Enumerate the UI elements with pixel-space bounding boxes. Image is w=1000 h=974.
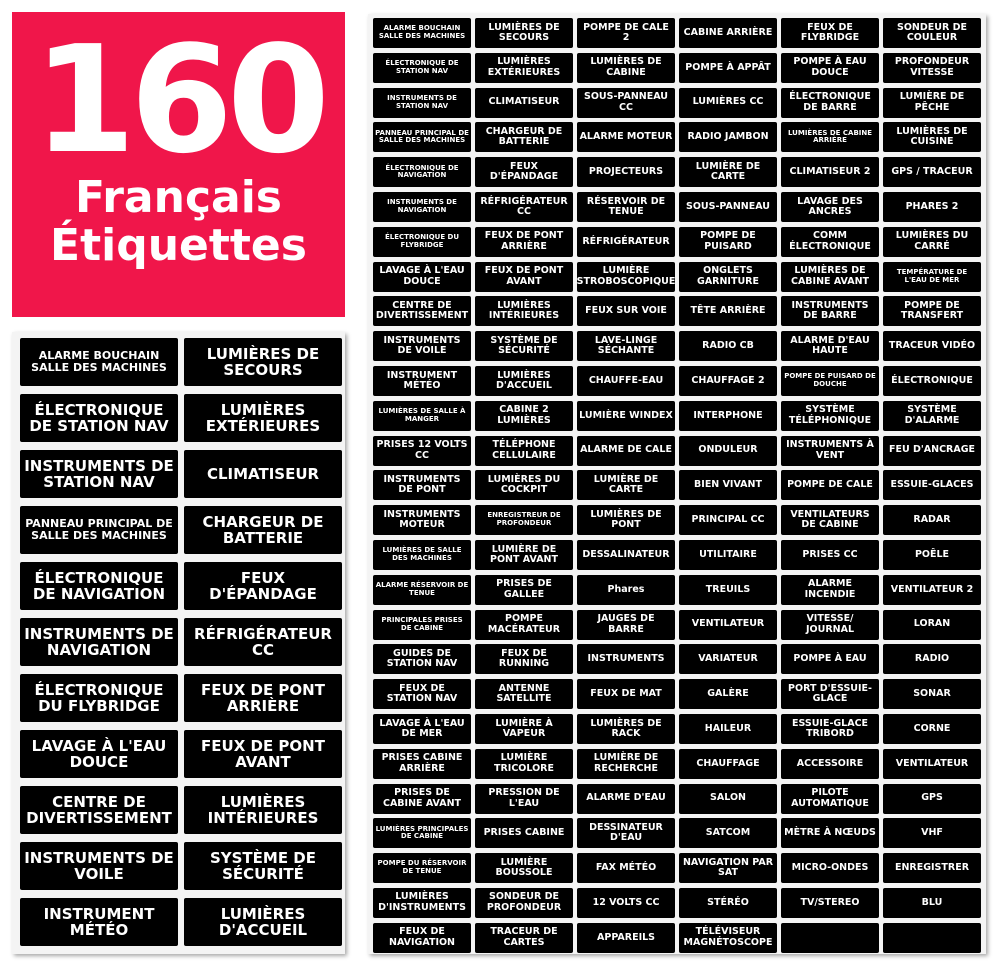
label-sticker: GUIDES DE STATION NAV	[373, 644, 471, 674]
label-sticker: LUMIÈRES DE CUISINE	[883, 122, 981, 152]
label-sticker: RÉSERVOIR DE TENUE	[577, 192, 675, 222]
label-sticker: INSTRUMENT MÉTÉO	[373, 366, 471, 396]
label-sticker: FEUX DE PONT ARRIÈRE	[475, 227, 573, 257]
label-sticker: PILOTE AUTOMATIQUE	[781, 784, 879, 814]
label-sticker: POMPE DE PUISARD	[679, 227, 777, 257]
label-sticker: RADIO	[883, 644, 981, 674]
label-sticker: LUMIÈRES DE SALLE DES MACHINES	[373, 540, 471, 570]
label-sticker: ÉLECTRONIQUE DE STATION NAV	[373, 53, 471, 83]
label-sticker: PRESSION DE L'EAU	[475, 784, 573, 814]
label-sticker: NAVIGATION PAR SAT	[679, 853, 777, 883]
label-sticker: ÉLECTRONIQUE DU FLYBRIDGE	[20, 674, 178, 722]
label-sticker: LUMIÈRES D'INSTRUMENTS	[373, 888, 471, 918]
label-sticker: POMPE DE CALE	[781, 470, 879, 500]
label-sticker: RADAR	[883, 505, 981, 535]
label-sticker: ALARME DE CALE	[577, 436, 675, 466]
label-sticker: INSTRUMENTS À VENT	[781, 436, 879, 466]
label-sticker: ENREGISTRER	[883, 853, 981, 883]
label-sticker: UTILITAIRE	[679, 540, 777, 570]
label-sticker: TÊTE ARRIÈRE	[679, 296, 777, 326]
label-sticker: TEMPÉRATURE DE L'EAU DE MER	[883, 262, 981, 292]
label-sticker: SONDEUR DE PROFONDEUR	[475, 888, 573, 918]
label-sticker: TÉLÉPHONE CELLULAIRE	[475, 436, 573, 466]
label-sticker: ONDULEUR	[679, 436, 777, 466]
label-sticker: LUMIÈRE BOUSSOLE	[475, 853, 573, 883]
label-sticker: ALARME RÉSERVOIR DE TENUE	[373, 575, 471, 605]
label-sticker: ALARME MOTEUR	[577, 122, 675, 152]
label-sticker: SATCOM	[679, 818, 777, 848]
label-sticker: SOUS-PANNEAU CC	[577, 88, 675, 118]
label-sticker: LUMIÈRES DE SALLE À MANGER	[373, 401, 471, 431]
label-sticker: HAILEUR	[679, 714, 777, 744]
label-sticker: RADIO CB	[679, 331, 777, 361]
label-sticker: LAVAGE À L'EAU DOUCE	[20, 730, 178, 778]
label-sticker: DESSALINATEUR	[577, 540, 675, 570]
label-sticker: PRINCIPALES PRISES DE CABINE	[373, 610, 471, 640]
label-sticker: ÉLECTRONIQUE DE NAVIGATION	[20, 562, 178, 610]
label-sticker: LUMIÈRES DE RACK	[577, 714, 675, 744]
label-sticker: FEUX DE STATION NAV	[373, 679, 471, 709]
label-sticker: INSTRUMENTS DE VOILE	[373, 331, 471, 361]
label-sticker	[883, 923, 981, 953]
label-sticker: PRINCIPAL CC	[679, 505, 777, 535]
label-sticker: RÉFRIGÉRATEUR	[577, 227, 675, 257]
label-sticker: FEUX D'ÉPANDAGE	[184, 562, 342, 610]
large-label-sheet	[12, 332, 345, 954]
label-sticker: ÉLECTRONIQUE DE BARRE	[781, 88, 879, 118]
label-sticker: VITESSE/ JOURNAL	[781, 610, 879, 640]
label-sticker: SYSTÈME DE SÉCURITÉ	[184, 842, 342, 890]
label-sticker: FAX MÉTÉO	[577, 853, 675, 883]
label-sticker: CORNE	[883, 714, 981, 744]
label-sticker: CENTRE DE DIVERTISSEMENT	[20, 786, 178, 834]
label-sticker: LUMIÈRES DE CABINE	[577, 53, 675, 83]
label-sticker: LUMIÈRES PRINCIPALES DE CABINE	[373, 818, 471, 848]
label-sticker: TÉLÉVISEUR MAGNÉTOSCOPE	[679, 923, 777, 953]
label-sticker: INSTRUMENTS DE BARRE	[781, 296, 879, 326]
label-sticker: LUMIÈRES DE PONT	[577, 505, 675, 535]
label-sticker: BLU	[883, 888, 981, 918]
label-sticker: TV/STEREO	[781, 888, 879, 918]
label-sticker: RÉFRIGÉRATEUR CC	[184, 618, 342, 666]
label-sticker: FEUX DE PONT ARRIÈRE	[184, 674, 342, 722]
label-sticker: CLIMATISEUR	[475, 88, 573, 118]
label-sticker: ALARME D'EAU HAUTE	[781, 331, 879, 361]
label-sticker: INSTRUMENTS DE NAVIGATION	[373, 192, 471, 222]
label-sticker: ÉLECTRONIQUE DE NAVIGATION	[373, 157, 471, 187]
label-sticker: SONAR	[883, 679, 981, 709]
label-sticker: PORT D'ESSUIE-GLACE	[781, 679, 879, 709]
label-sticker: CABINE 2 LUMIÈRES	[475, 401, 573, 431]
label-sticker: DESSINATEUR D'EAU	[577, 818, 675, 848]
label-sticker: CHARGEUR DE BATTERIE	[475, 122, 573, 152]
label-sticker: POMPE À EAU DOUCE	[781, 53, 879, 83]
label-sticker: FEUX SUR VOIE	[577, 296, 675, 326]
label-sticker: PROJECTEURS	[577, 157, 675, 187]
label-sticker: LUMIÈRE À VAPEUR	[475, 714, 573, 744]
label-sticker: LAVAGE DES ANCRES	[781, 192, 879, 222]
label-sticker: FEU D'ANCRAGE	[883, 436, 981, 466]
label-sticker: LAVE-LINGE SÉCHANTE	[577, 331, 675, 361]
label-sticker: ÉLECTRONIQUE	[883, 366, 981, 396]
label-sticker: PRISES DE CABINE AVANT	[373, 784, 471, 814]
label-sticker: TRACEUR DE CARTES	[475, 923, 573, 953]
label-sticker: SONDEUR DE COULEUR	[883, 18, 981, 48]
label-sticker: FEUX D'ÉPANDAGE	[475, 157, 573, 187]
label-sticker: ENREGISTREUR DE PROFONDEUR	[475, 505, 573, 535]
label-sticker: BIEN VIVANT	[679, 470, 777, 500]
label-sticker: VARIATEUR	[679, 644, 777, 674]
label-sticker: LUMIÈRES EXTÉRIEURES	[475, 53, 573, 83]
label-sticker: FEUX DE PONT AVANT	[475, 262, 573, 292]
label-sticker: PHARES 2	[883, 192, 981, 222]
label-sticker	[781, 923, 879, 953]
label-sticker: SYSTÈME TÉLÉPHONIQUE	[781, 401, 879, 431]
label-sticker: ESSUIE-GLACE TRIBORD	[781, 714, 879, 744]
label-sticker: LUMIÈRES CC	[679, 88, 777, 118]
label-sticker: VENTILATEUR	[679, 610, 777, 640]
label-sticker: GPS	[883, 784, 981, 814]
label-sticker: ALARME BOUCHAIN SALLE DES MACHINES	[20, 338, 178, 386]
label-sticker: LUMIÈRES D'ACCUEIL	[184, 898, 342, 946]
label-sticker: MICRO-ONDES	[781, 853, 879, 883]
label-sticker: LUMIÈRES DE CABINE AVANT	[781, 262, 879, 292]
label-sticker: LUMIÈRE DE CARTE	[679, 157, 777, 187]
label-sticker: FEUX DE MAT	[577, 679, 675, 709]
label-sticker: LUMIÈRES DU COCKPIT	[475, 470, 573, 500]
label-sticker: VHF	[883, 818, 981, 848]
label-count: 160	[33, 14, 324, 186]
label-sticker: LUMIÈRE DE RECHERCHE	[577, 749, 675, 779]
label-sticker: SALON	[679, 784, 777, 814]
label-sticker: VENTILATEUR	[883, 749, 981, 779]
label-sticker: TREUILS	[679, 575, 777, 605]
label-sticker: POMPE À EAU	[781, 644, 879, 674]
label-sticker: PRISES DE GALLEE	[475, 575, 573, 605]
language-title: Français	[74, 172, 282, 223]
label-sticker: LUMIÈRE DE CARTE	[577, 470, 675, 500]
label-sticker: CLIMATISEUR	[184, 450, 342, 498]
label-sticker: POÊLE	[883, 540, 981, 570]
label-sticker: SOUS-PANNEAU	[679, 192, 777, 222]
label-sticker: SYSTÈME DE SÉCURITÉ	[475, 331, 573, 361]
label-sticker: INSTRUMENTS DE VOILE	[20, 842, 178, 890]
label-sticker: ÉLECTRONIQUE DU FLYBRIDGE	[373, 227, 471, 257]
label-sticker: ANTENNE SATELLITE	[475, 679, 573, 709]
label-sticker: CHAUFFE-EAU	[577, 366, 675, 396]
label-sticker: PRISES CABINE	[475, 818, 573, 848]
label-sticker: FEUX DE PONT AVANT	[184, 730, 342, 778]
label-sticker: ALARME INCENDIE	[781, 575, 879, 605]
title-banner	[12, 12, 345, 317]
label-sticker: INSTRUMENTS DE STATION NAV	[373, 88, 471, 118]
label-sticker: LAVAGE À L'EAU DOUCE	[373, 262, 471, 292]
label-sticker: POMPE À APPÂT	[679, 53, 777, 83]
label-sticker: COMM ÉLECTRONIQUE	[781, 227, 879, 257]
label-sticker: Phares	[577, 575, 675, 605]
label-sticker: CHARGEUR DE BATTERIE	[184, 506, 342, 554]
label-sticker: LUMIÈRES DE SECOURS	[184, 338, 342, 386]
label-sticker: MÈTRE À NŒUDS	[781, 818, 879, 848]
label-sticker: INTERPHONE	[679, 401, 777, 431]
label-sticker: ONGLETS GARNITURE	[679, 262, 777, 292]
label-sticker: INSTRUMENT MÉTÉO	[20, 898, 178, 946]
label-sticker: LUMIÈRES DE SECOURS	[475, 18, 573, 48]
label-sticker: INSTRUMENTS DE STATION NAV	[20, 450, 178, 498]
label-sticker: INSTRUMENTS	[577, 644, 675, 674]
label-sticker: LUMIÈRE DE PÊCHE	[883, 88, 981, 118]
label-sticker: PRISES CC	[781, 540, 879, 570]
label-sticker: RADIO JAMBON	[679, 122, 777, 152]
label-sticker: LUMIÈRE TRICOLORE	[475, 749, 573, 779]
label-sticker: POMPE MACÉRATEUR	[475, 610, 573, 640]
label-sticker: RÉFRIGÉRATEUR CC	[475, 192, 573, 222]
label-sticker: GALÈRE	[679, 679, 777, 709]
label-sticker: 12 VOLTS CC	[577, 888, 675, 918]
label-sticker: LUMIÈRES INTÉRIEURES	[475, 296, 573, 326]
large-label-grid	[20, 338, 342, 946]
label-sticker: POMPE DE TRANSFERT	[883, 296, 981, 326]
label-sticker: PANNEAU PRINCIPAL DE SALLE DES MACHINES	[20, 506, 178, 554]
label-sticker: LUMIÈRE WINDEX	[577, 401, 675, 431]
label-sticker: POMPE DE PUISARD DE DOUCHE	[781, 366, 879, 396]
label-sticker: LUMIÈRES D'ACCUEIL	[475, 366, 573, 396]
label-sticker: CLIMATISEUR 2	[781, 157, 879, 187]
label-sticker: ÉLECTRONIQUE DE STATION NAV	[20, 394, 178, 442]
small-label-grid	[373, 18, 981, 953]
label-sticker: LUMIÈRES DE CABINE ARRIÈRE	[781, 122, 879, 152]
label-sticker: JAUGES DE BARRE	[577, 610, 675, 640]
label-sticker: PROFONDEUR VITESSE	[883, 53, 981, 83]
label-sticker: LUMIÈRES DU CARRÉ	[883, 227, 981, 257]
label-sticker: FEUX DE FLYBRIDGE	[781, 18, 879, 48]
label-sticker: FEUX DE NAVIGATION	[373, 923, 471, 953]
label-sticker: ALARME BOUCHAIN SALLE DES MACHINES	[373, 18, 471, 48]
label-sticker: APPAREILS	[577, 923, 675, 953]
label-sticker: SYSTÈME D'ALARME	[883, 401, 981, 431]
label-sticker: INSTRUMENTS DE NAVIGATION	[20, 618, 178, 666]
label-sticker: VENTILATEUR 2	[883, 575, 981, 605]
label-sticker: VENTILATEURS DE CABINE	[781, 505, 879, 535]
label-sticker: ESSUIE-GLACES	[883, 470, 981, 500]
label-sticker: PANNEAU PRINCIPAL DE SALLE DES MACHINES	[373, 122, 471, 152]
label-sticker: ACCESSOIRE	[781, 749, 879, 779]
label-sticker: LAVAGE À L'EAU DE MER	[373, 714, 471, 744]
label-sticker: INSTRUMENTS DE PONT	[373, 470, 471, 500]
label-sticker: INSTRUMENTS MOTEUR	[373, 505, 471, 535]
label-sticker: CENTRE DE DIVERTISSEMENT	[373, 296, 471, 326]
label-sticker: PRISES CABINE ARRIÈRE	[373, 749, 471, 779]
label-sticker: LUMIÈRE DE PONT AVANT	[475, 540, 573, 570]
label-sticker: STÉRÉO	[679, 888, 777, 918]
label-sticker: CABINE ARRIÈRE	[679, 18, 777, 48]
small-label-sheet	[368, 14, 986, 954]
label-sticker: GPS / TRACEUR	[883, 157, 981, 187]
label-sticker: PRISES 12 VOLTS CC	[373, 436, 471, 466]
label-sticker: POMPE DU RÉSERVOIR DE TENUE	[373, 853, 471, 883]
labels-title: Étiquettes	[50, 220, 307, 272]
label-sticker: TRACEUR VIDÉO	[883, 331, 981, 361]
label-sticker: LUMIÈRE STROBOSCOPIQUE	[577, 262, 675, 292]
label-sticker: ALARME D'EAU	[577, 784, 675, 814]
label-sticker: LORAN	[883, 610, 981, 640]
label-sticker: LUMIÈRES INTÉRIEURES	[184, 786, 342, 834]
label-sticker: CHAUFFAGE 2	[679, 366, 777, 396]
label-sticker: POMPE DE CALE 2	[577, 18, 675, 48]
label-sticker: LUMIÈRES EXTÉRIEURES	[184, 394, 342, 442]
label-sticker: FEUX DE RUNNING	[475, 644, 573, 674]
label-sticker: CHAUFFAGE	[679, 749, 777, 779]
